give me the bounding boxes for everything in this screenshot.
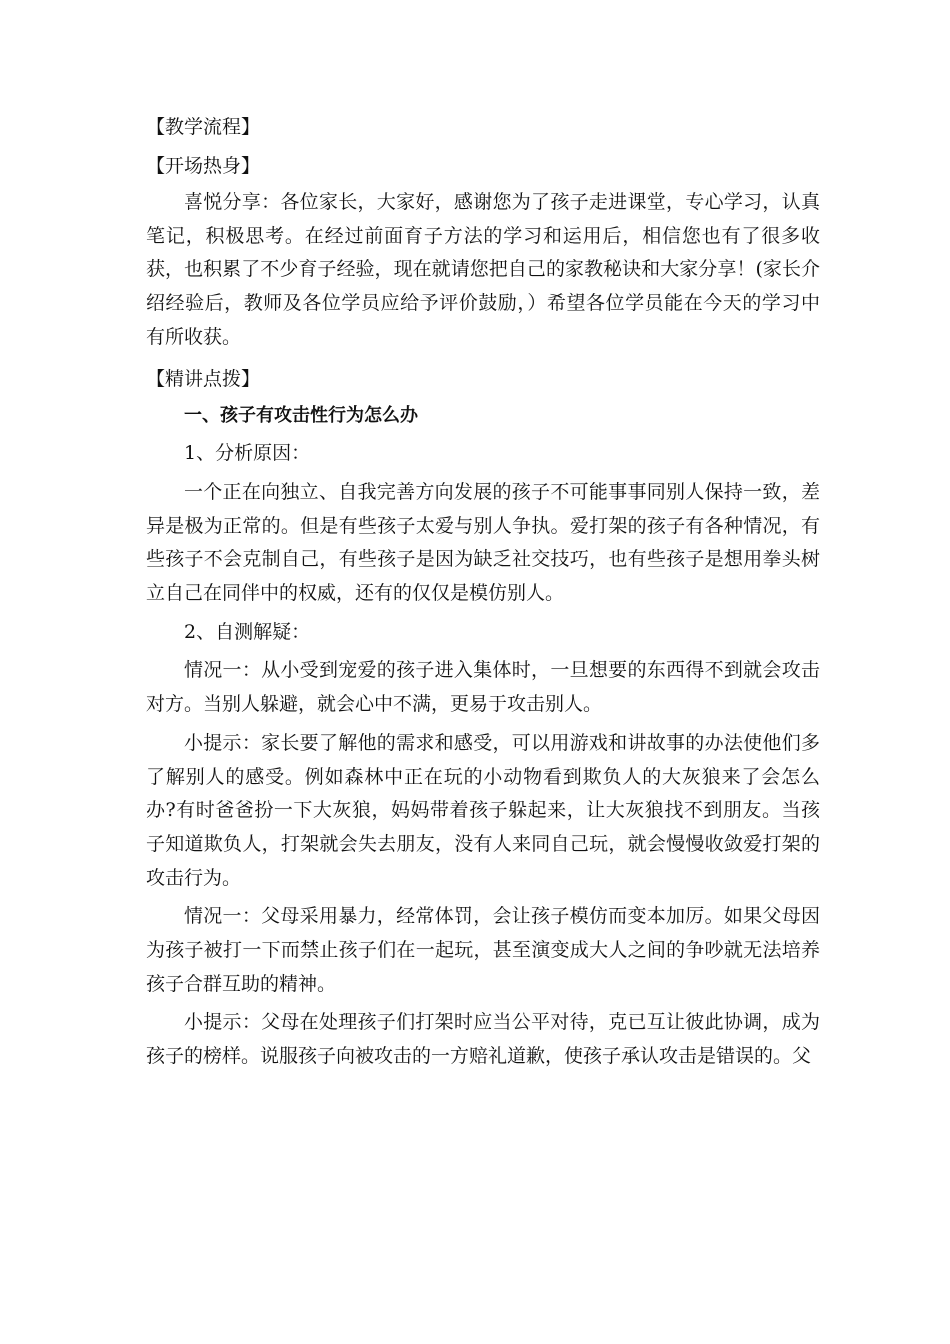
process-heading: 【教学流程】 [146,116,261,138]
warmup-paragraph: 喜悦分享：各位家长，大家好，感谢您为了孩子走进课堂，专心学习，认真笔记，积极思考。在经过前面育子方法的学习和运用后，相信您也有了很多收获，也积累了不少育子经验，现在就请您把自己的家教秘诀和大家分享！(家长介绍经验后，教师及各位学员应给予评价鼓励，）希望各位学员能在今天的学习中有所收获。 [146,191,820,348]
document-body [146,108,820,1079]
point2-label: 2、自测解疑： [184,620,311,643]
case1-paragraph: 情况一：从小受到宠爱的孩子进入集体时，一旦想要的东西得不到就会攻击对方。当别人躲避，就会心中不满，更易于攻击别人。 [146,659,820,716]
point1-label: 1、分析原因： [184,442,311,465]
point1-paragraph: 一个正在向独立、自我完善方向发展的孩子不可能事事同别人保持一致，差异是极为正常的。但是有些孩子太爱与别人争执。爱打架的孩子有各种情况，有些孩子不会克制自己，有些孩子是因为缺乏社交技巧，也有些孩子是想用拳头树立自己在同伴中的权威，还有的仅仅是模仿别人。 [146,480,820,605]
tip2-paragraph: 小提示：父母在处理孩子们打架时应当公平对待，克已互让彼此协调，成为孩子的榜样。说服孩子向被攻击的一方赔礼道歉，使孩子承认攻击是错误的。父 [146,1011,820,1068]
lecture-heading: 【精讲点拨】 [146,367,261,390]
topic-title: 一、孩子有攻击性行为怎么办 [184,404,418,426]
tip1-paragraph: 小提示：家长要了解他的需求和感受，可以用游戏和讲故事的办法使他们多了解别人的感受。例如森林中正在玩的小动物看到欺负人的大灰狼来了会怎么办?有时爸爸扮一下大灰狼，妈妈带着孩子躲起来，让大灰狼找不到朋友。当孩子知道欺负人，打架就会失去朋友，没有人来同自己玩，就会慢慢收敛爱打架的攻击行为。 [146,731,820,889]
case2-paragraph: 情况一：父母采用暴力，经常体罚，会让孩子模仿而变本加厉。如果父母因为孩子被打一下而禁止孩子们在一起玩，甚至演变成大人之间的争吵就无法培养孩子合群互助的精神。 [146,905,820,995]
warmup-heading: 【开场热身】 [146,155,261,177]
